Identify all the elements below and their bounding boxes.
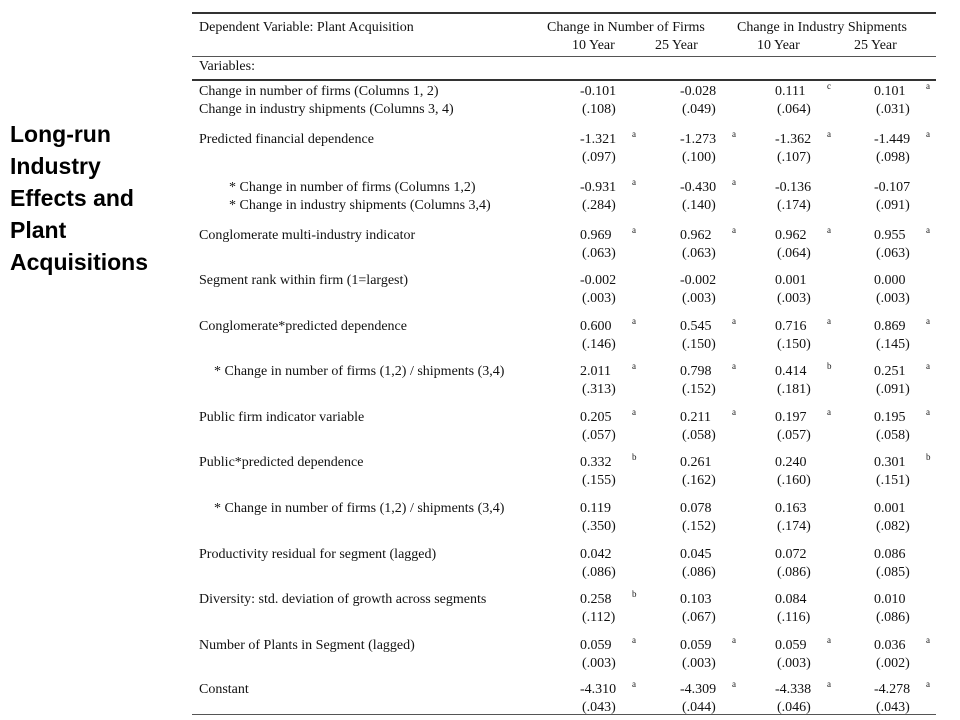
coefficient-cell bbox=[874, 361, 934, 380]
coefficient-cell bbox=[680, 635, 740, 654]
coefficient-value: 0.103 bbox=[680, 592, 712, 607]
coefficient-cell bbox=[680, 129, 740, 148]
coefficient-value: -4.338 bbox=[775, 682, 812, 697]
slide-title-line: Effects and bbox=[10, 185, 134, 211]
coefficient-value: -1.362 bbox=[775, 132, 812, 147]
coefficient-cell bbox=[580, 589, 640, 608]
coefficient-value: 0.962 bbox=[680, 228, 712, 243]
coefficient-cell bbox=[874, 547, 934, 563]
header-rule bbox=[192, 56, 936, 57]
coefficient-cell bbox=[580, 129, 640, 148]
significance-marker: a bbox=[732, 361, 736, 371]
coefficient-cell bbox=[680, 177, 740, 196]
significance-marker: a bbox=[632, 407, 636, 417]
coefficient-value: 0.119 bbox=[580, 501, 611, 516]
group-header-firms: Change in Number of Firms bbox=[547, 20, 705, 35]
significance-marker: a bbox=[827, 635, 831, 645]
coefficient-cell bbox=[775, 455, 835, 471]
standard-error-cell: (.112) bbox=[582, 610, 616, 625]
coefficient-value: 0.001 bbox=[775, 273, 807, 288]
variable-label: Number of Plants in Segment (lagged) bbox=[199, 638, 415, 653]
coefficient-cell bbox=[580, 547, 640, 563]
coefficient-cell bbox=[680, 225, 740, 244]
coefficient-value: 0.258 bbox=[580, 592, 612, 607]
coefficient-value: -4.278 bbox=[874, 682, 911, 697]
coefficient-cell bbox=[580, 273, 640, 289]
significance-marker: a bbox=[926, 361, 930, 371]
standard-error-cell: (.086) bbox=[876, 610, 910, 625]
standard-error-cell: (.152) bbox=[682, 382, 716, 397]
coefficient-cell bbox=[874, 129, 934, 148]
coefficient-cell bbox=[775, 129, 835, 148]
coefficient-value: 0.101 bbox=[874, 84, 906, 99]
variable-label: Diversity: std. deviation of growth across segments bbox=[199, 592, 487, 607]
variable-label: Segment rank within firm (1=largest) bbox=[199, 273, 409, 288]
standard-error-cell: (.003) bbox=[876, 291, 910, 306]
coefficient-cell bbox=[680, 455, 740, 471]
standard-error-cell: (.003) bbox=[682, 291, 716, 306]
coefficient-value: 0.600 bbox=[580, 319, 612, 334]
standard-error-cell: (.160) bbox=[777, 473, 811, 488]
column-header: 25 Year bbox=[655, 38, 698, 53]
significance-marker: a bbox=[732, 177, 736, 187]
coefficient-value: -0.028 bbox=[680, 84, 717, 99]
significance-marker: a bbox=[827, 679, 831, 689]
coefficient-cell bbox=[775, 225, 835, 244]
coefficient-value: -4.309 bbox=[680, 682, 717, 697]
standard-error-cell: (.091) bbox=[876, 198, 910, 213]
standard-error-cell: (.058) bbox=[876, 428, 910, 443]
coefficient-cell bbox=[775, 592, 835, 608]
standard-error-cell: (.097) bbox=[582, 150, 616, 165]
significance-marker: b bbox=[632, 589, 637, 599]
coefficient-value: 0.001 bbox=[874, 501, 906, 516]
coefficient-value: -4.310 bbox=[580, 682, 617, 697]
coefficient-cell bbox=[775, 679, 835, 698]
coefficient-cell bbox=[580, 84, 640, 100]
standard-error-cell: (.003) bbox=[777, 291, 811, 306]
standard-error-cell: (.107) bbox=[777, 150, 811, 165]
variable-label: Constant bbox=[199, 682, 249, 697]
coefficient-value: 0.261 bbox=[680, 455, 712, 470]
slide-title-line: Acquisitions bbox=[10, 249, 149, 275]
coefficient-value: 0.545 bbox=[680, 319, 712, 334]
coefficient-value: 0.211 bbox=[680, 410, 711, 425]
variable-label: Conglomerate multi-industry indicator bbox=[199, 228, 416, 243]
significance-marker: a bbox=[632, 177, 636, 187]
significance-marker: a bbox=[732, 407, 736, 417]
coefficient-cell bbox=[680, 316, 740, 335]
variable-label: Change in number of firms (Columns 1, 2) bbox=[199, 84, 439, 99]
coefficient-cell bbox=[874, 81, 934, 100]
significance-marker: a bbox=[926, 407, 930, 417]
significance-marker: a bbox=[926, 635, 930, 645]
coefficient-cell bbox=[874, 501, 934, 517]
group-header-shipments: Change in Industry Shipments bbox=[737, 20, 907, 35]
standard-error-cell: (.100) bbox=[682, 150, 716, 165]
significance-marker: a bbox=[827, 407, 831, 417]
variable-label: * Change in number of firms (1,2) / shipments (3,4) bbox=[214, 501, 505, 516]
coefficient-value: 0.059 bbox=[680, 638, 712, 653]
coefficient-cell bbox=[680, 501, 740, 517]
significance-marker: a bbox=[732, 129, 736, 139]
standard-error-cell: (.067) bbox=[682, 610, 716, 625]
coefficient-cell bbox=[580, 501, 640, 517]
standard-error-cell: (.086) bbox=[582, 565, 616, 580]
significance-marker: a bbox=[732, 225, 736, 235]
standard-error-cell: (.162) bbox=[682, 473, 716, 488]
standard-error-cell: (.063) bbox=[582, 246, 616, 261]
variable-label: Public firm indicator variable bbox=[199, 410, 365, 425]
significance-marker: b bbox=[926, 452, 931, 462]
significance-marker: a bbox=[827, 225, 831, 235]
standard-error-cell: (.174) bbox=[777, 198, 811, 213]
standard-error-cell: (.085) bbox=[876, 565, 910, 580]
standard-error-cell: (.091) bbox=[876, 382, 910, 397]
standard-error-cell: (.152) bbox=[682, 519, 716, 534]
standard-error-cell: (.044) bbox=[682, 700, 716, 715]
significance-marker: a bbox=[632, 679, 636, 689]
significance-marker: a bbox=[632, 361, 636, 371]
coefficient-value: 0.197 bbox=[775, 410, 807, 425]
coefficient-cell bbox=[874, 180, 934, 196]
variable-label: Change in industry shipments (Columns 3, 4) bbox=[199, 102, 454, 117]
coefficient-cell bbox=[580, 225, 640, 244]
significance-marker: a bbox=[732, 316, 736, 326]
standard-error-cell: (.064) bbox=[777, 102, 811, 117]
significance-marker: a bbox=[632, 316, 636, 326]
coefficient-value: 0.962 bbox=[775, 228, 807, 243]
coefficient-cell bbox=[680, 84, 740, 100]
standard-error-cell: (.043) bbox=[876, 700, 910, 715]
coefficient-cell bbox=[775, 81, 835, 100]
standard-error-cell: (.284) bbox=[582, 198, 616, 213]
standard-error-cell: (.140) bbox=[682, 198, 716, 213]
coefficient-value: 0.955 bbox=[874, 228, 906, 243]
variables-rule bbox=[192, 79, 936, 81]
coefficient-cell bbox=[680, 679, 740, 698]
coefficient-cell bbox=[874, 316, 934, 335]
slide-title-line: Long-run bbox=[10, 121, 111, 147]
coefficient-cell bbox=[874, 592, 934, 608]
coefficient-value: -0.002 bbox=[580, 273, 617, 288]
variable-label: Productivity residual for segment (lagged) bbox=[199, 547, 437, 562]
standard-error-cell: (.151) bbox=[876, 473, 910, 488]
slide-title-line: Plant bbox=[10, 217, 67, 243]
standard-error-cell: (.116) bbox=[777, 610, 811, 625]
coefficient-value: 0.045 bbox=[680, 547, 712, 562]
coefficient-cell bbox=[874, 452, 934, 471]
coefficient-value: 0.111 bbox=[775, 84, 806, 99]
significance-marker: a bbox=[926, 316, 930, 326]
variable-label: Conglomerate*predicted dependence bbox=[199, 319, 407, 334]
coefficient-cell bbox=[775, 361, 835, 380]
coefficient-value: -1.273 bbox=[680, 132, 717, 147]
coefficient-value: 2.011 bbox=[580, 364, 611, 379]
slide-title-line: Industry bbox=[10, 153, 101, 179]
coefficient-cell bbox=[580, 177, 640, 196]
coefficient-value: 0.716 bbox=[775, 319, 807, 334]
standard-error-cell: (.145) bbox=[876, 337, 910, 352]
standard-error-cell: (.031) bbox=[876, 102, 910, 117]
standard-error-cell: (.086) bbox=[682, 565, 716, 580]
standard-error-cell: (.108) bbox=[582, 102, 616, 117]
coefficient-cell bbox=[680, 592, 740, 608]
coefficient-cell bbox=[874, 407, 934, 426]
coefficient-cell bbox=[580, 635, 640, 654]
standard-error-cell: (.003) bbox=[582, 291, 616, 306]
standard-error-cell: (.155) bbox=[582, 473, 616, 488]
column-header: 10 Year bbox=[757, 38, 800, 53]
coefficient-value: 0.078 bbox=[680, 501, 712, 516]
standard-error-cell: (.003) bbox=[582, 656, 616, 671]
standard-error-cell: (.064) bbox=[777, 246, 811, 261]
standard-error-cell: (.150) bbox=[682, 337, 716, 352]
coefficient-value: 0.205 bbox=[580, 410, 612, 425]
standard-error-cell: (.058) bbox=[682, 428, 716, 443]
coefficient-cell bbox=[580, 679, 640, 698]
standard-error-cell: (.082) bbox=[876, 519, 910, 534]
standard-error-cell: (.003) bbox=[777, 656, 811, 671]
table-top-rule bbox=[192, 12, 936, 14]
standard-error-cell: (.057) bbox=[582, 428, 616, 443]
coefficient-cell bbox=[775, 180, 835, 196]
coefficient-value: -0.107 bbox=[874, 180, 911, 195]
variable-label: * Change in industry shipments (Columns 3,4) bbox=[229, 198, 491, 213]
coefficient-value: 0.798 bbox=[680, 364, 712, 379]
significance-marker: a bbox=[827, 129, 831, 139]
significance-marker: a bbox=[827, 316, 831, 326]
coefficient-cell bbox=[775, 407, 835, 426]
coefficient-value: -0.002 bbox=[680, 273, 717, 288]
significance-marker: a bbox=[926, 81, 930, 91]
slide-title bbox=[10, 118, 185, 278]
coefficient-cell bbox=[874, 679, 934, 698]
significance-marker: b bbox=[632, 452, 637, 462]
coefficient-cell bbox=[874, 225, 934, 244]
dependent-variable-label: Dependent Variable: Plant Acquisition bbox=[199, 20, 414, 35]
coefficient-value: -1.449 bbox=[874, 132, 911, 147]
standard-error-cell: (.063) bbox=[682, 246, 716, 261]
table-bottom-rule bbox=[192, 714, 936, 715]
coefficient-value: -0.931 bbox=[580, 180, 617, 195]
coefficient-value: -1.321 bbox=[580, 132, 617, 147]
coefficient-value: 0.084 bbox=[775, 592, 807, 607]
standard-error-cell: (.350) bbox=[582, 519, 616, 534]
coefficient-value: 0.332 bbox=[580, 455, 612, 470]
coefficient-value: -0.430 bbox=[680, 180, 717, 195]
standard-error-cell: (.181) bbox=[777, 382, 811, 397]
coefficient-value: 0.301 bbox=[874, 455, 906, 470]
significance-marker: a bbox=[632, 225, 636, 235]
coefficient-cell bbox=[775, 547, 835, 563]
standard-error-cell: (.002) bbox=[876, 656, 910, 671]
coefficient-value: 0.036 bbox=[874, 638, 906, 653]
significance-marker: c bbox=[827, 81, 831, 91]
standard-error-cell: (.043) bbox=[582, 700, 616, 715]
coefficient-cell bbox=[680, 547, 740, 563]
coefficient-cell bbox=[580, 316, 640, 335]
significance-marker: a bbox=[926, 225, 930, 235]
coefficient-cell bbox=[874, 273, 934, 289]
significance-marker: a bbox=[926, 679, 930, 689]
standard-error-cell: (.174) bbox=[777, 519, 811, 534]
significance-marker: a bbox=[926, 129, 930, 139]
variable-label: Public*predicted dependence bbox=[199, 455, 364, 470]
coefficient-value: 0.042 bbox=[580, 547, 612, 562]
coefficient-value: -0.136 bbox=[775, 180, 812, 195]
standard-error-cell: (.057) bbox=[777, 428, 811, 443]
coefficient-value: 0.059 bbox=[775, 638, 807, 653]
significance-marker: a bbox=[732, 679, 736, 689]
coefficient-value: 0.195 bbox=[874, 410, 906, 425]
coefficient-value: 0.072 bbox=[775, 547, 807, 562]
coefficient-value: 0.251 bbox=[874, 364, 906, 379]
standard-error-cell: (.003) bbox=[682, 656, 716, 671]
coefficient-cell bbox=[680, 407, 740, 426]
coefficient-value: 0.010 bbox=[874, 592, 906, 607]
coefficient-value: 0.086 bbox=[874, 547, 906, 562]
standard-error-cell: (.146) bbox=[582, 337, 616, 352]
variable-label: * Change in number of firms (1,2) / shipments (3,4) bbox=[214, 364, 505, 379]
coefficient-value: 0.414 bbox=[775, 364, 807, 379]
coefficient-cell bbox=[580, 361, 640, 380]
standard-error-cell: (.046) bbox=[777, 700, 811, 715]
coefficient-value: 0.869 bbox=[874, 319, 906, 334]
significance-marker: a bbox=[732, 635, 736, 645]
coefficient-cell bbox=[775, 316, 835, 335]
standard-error-cell: (.086) bbox=[777, 565, 811, 580]
column-header: 25 Year bbox=[854, 38, 897, 53]
standard-error-cell: (.313) bbox=[582, 382, 616, 397]
variable-label: * Change in number of firms (Columns 1,2) bbox=[229, 180, 476, 195]
column-header: 10 Year bbox=[572, 38, 615, 53]
coefficient-cell bbox=[775, 501, 835, 517]
significance-marker: b bbox=[827, 361, 832, 371]
coefficient-cell bbox=[580, 452, 640, 471]
standard-error-cell: (.049) bbox=[682, 102, 716, 117]
coefficient-cell bbox=[680, 273, 740, 289]
coefficient-cell bbox=[680, 361, 740, 380]
significance-marker: a bbox=[632, 635, 636, 645]
variable-label: Predicted financial dependence bbox=[199, 132, 374, 147]
coefficient-cell bbox=[580, 407, 640, 426]
standard-error-cell: (.150) bbox=[777, 337, 811, 352]
coefficient-value: 0.000 bbox=[874, 273, 906, 288]
coefficient-value: 0.163 bbox=[775, 501, 807, 516]
variables-label: Variables: bbox=[199, 59, 255, 74]
coefficient-value: 0.969 bbox=[580, 228, 612, 243]
coefficient-cell bbox=[775, 273, 835, 289]
standard-error-cell: (.063) bbox=[876, 246, 910, 261]
significance-marker: a bbox=[632, 129, 636, 139]
standard-error-cell: (.098) bbox=[876, 150, 910, 165]
coefficient-cell bbox=[874, 635, 934, 654]
coefficient-value: 0.240 bbox=[775, 455, 807, 470]
coefficient-value: -0.101 bbox=[580, 84, 617, 99]
coefficient-value: 0.059 bbox=[580, 638, 612, 653]
coefficient-cell bbox=[775, 635, 835, 654]
